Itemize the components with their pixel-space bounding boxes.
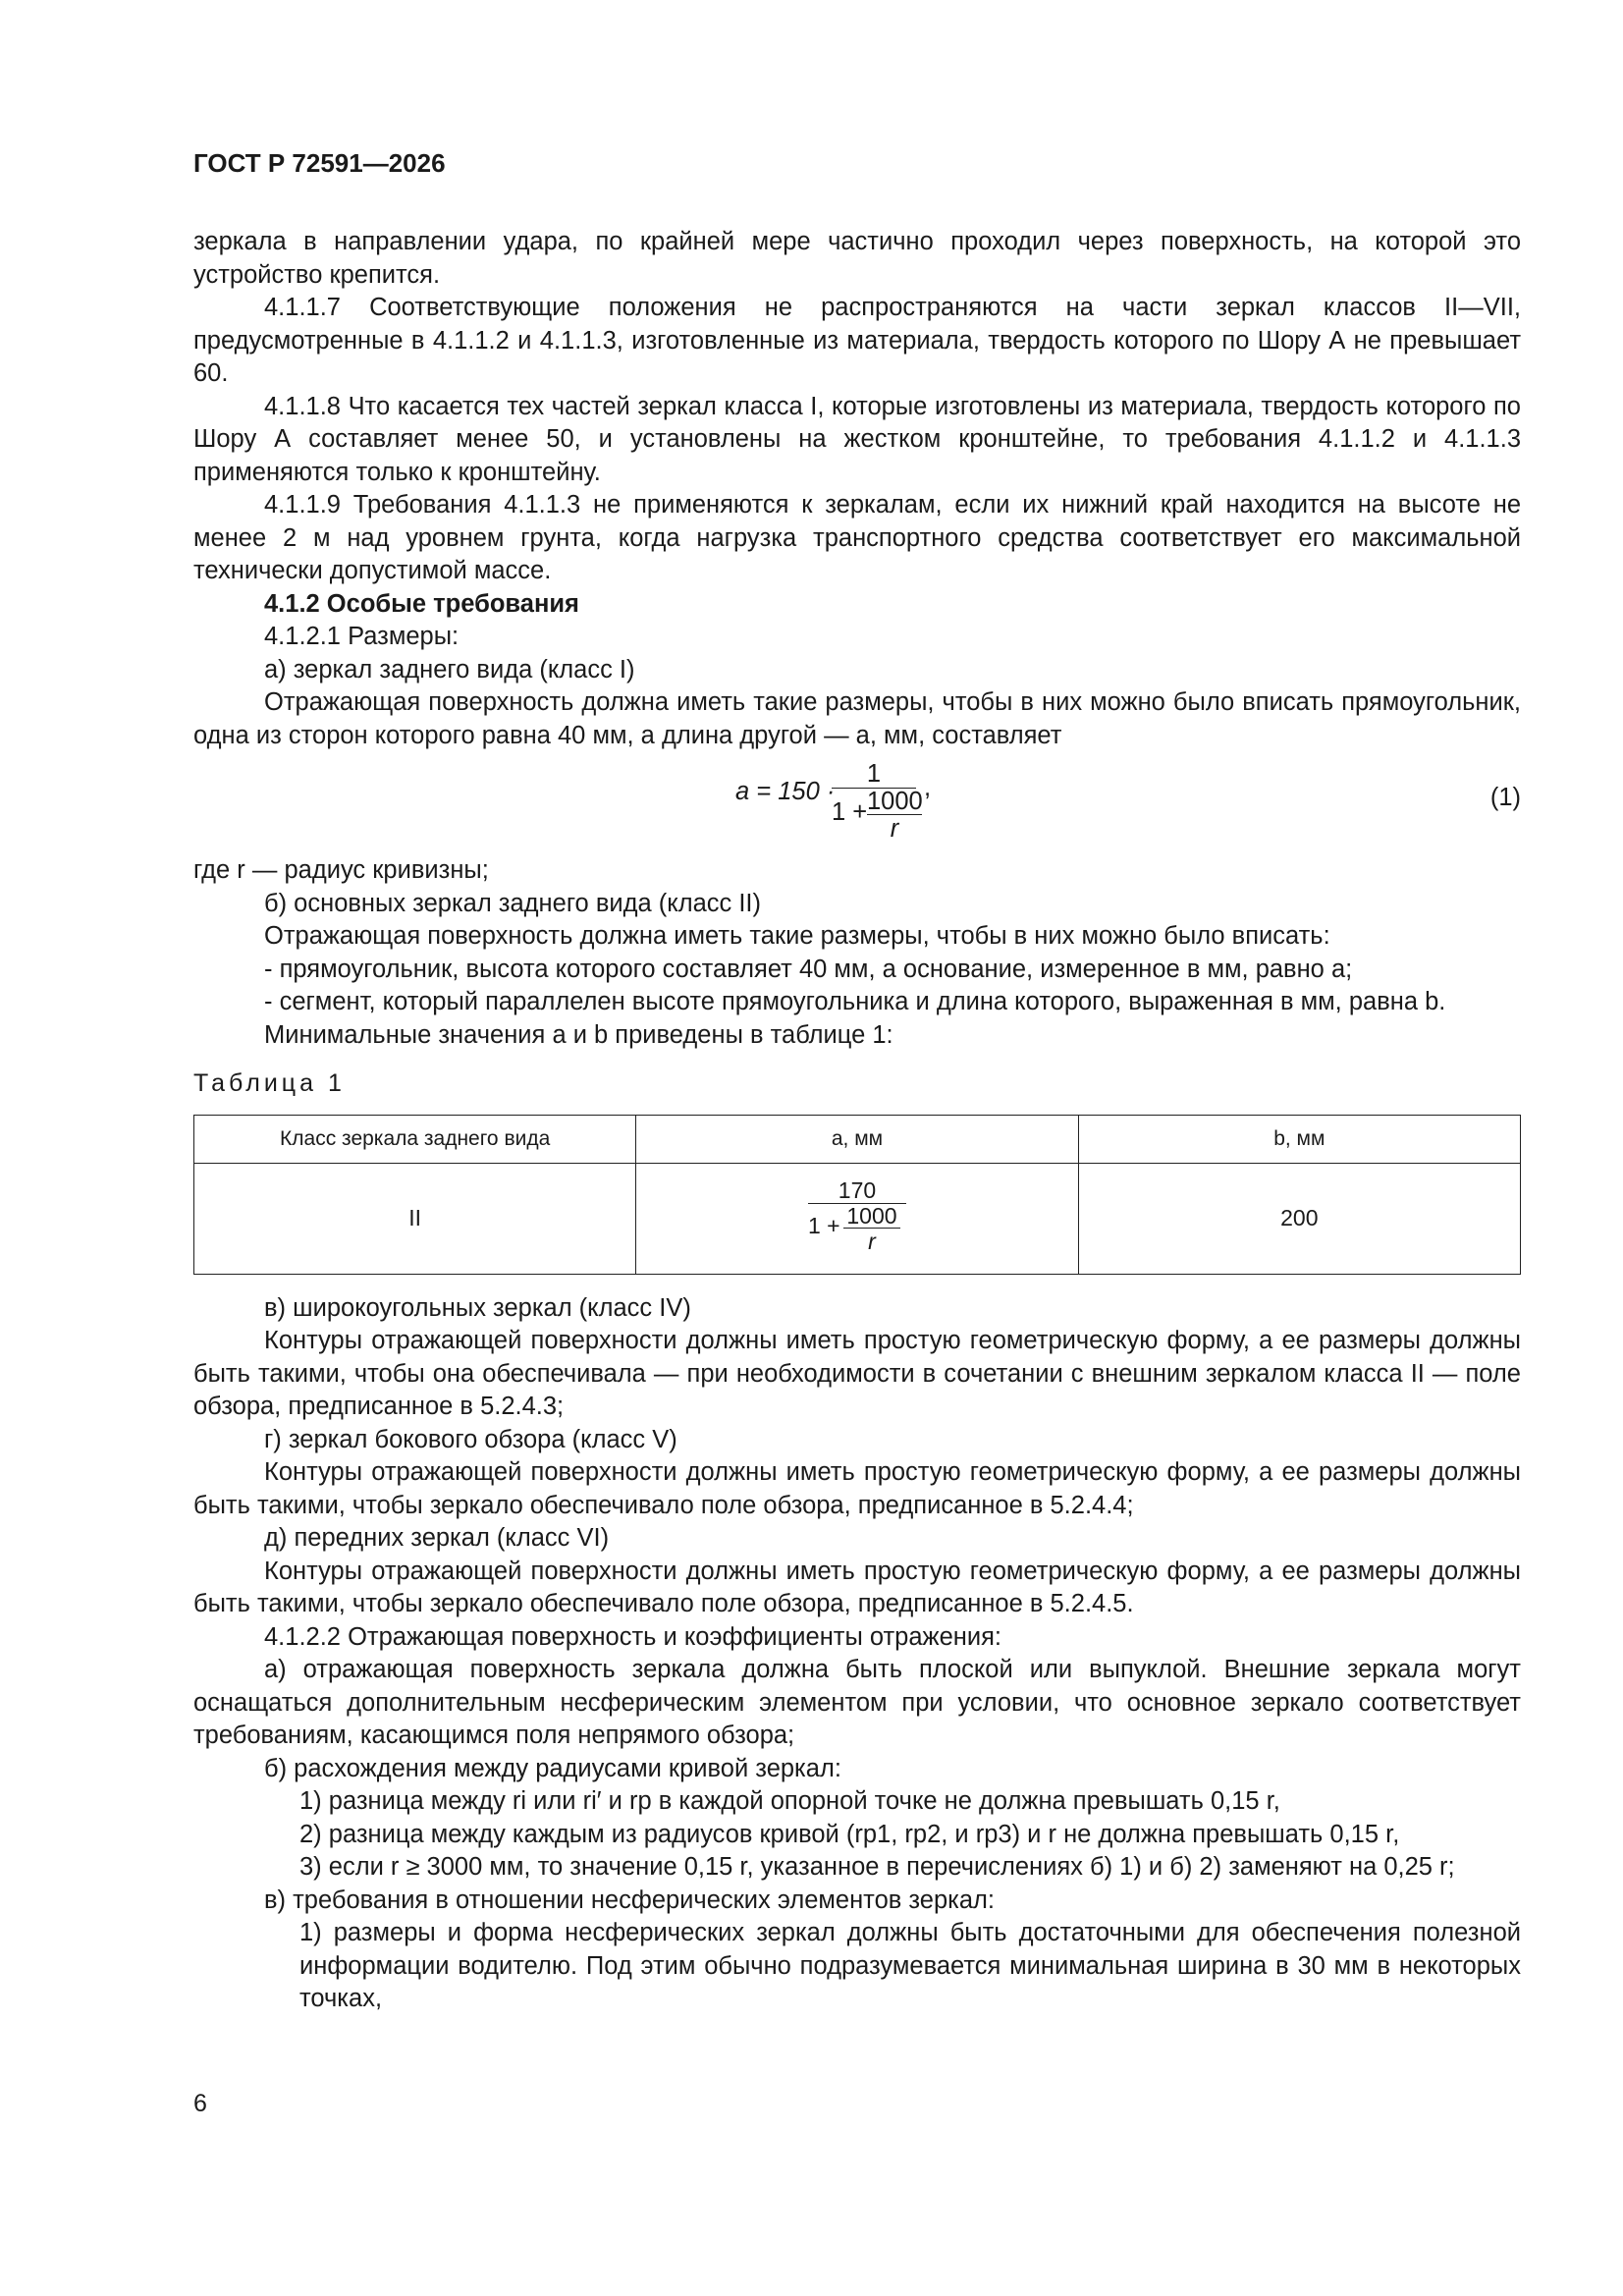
- paragraph-4-1-2-2: 4.1.2.2 Отражающая поверхность и коэффициенты отражения:: [264, 1622, 1002, 1651]
- paragraph: Контуры отражающей поверхности должны иметь простую геометрическую форму, а ее размеры должны быть такими, чтобы зеркало обеспечивало поле обзора, предписанное в 5.2.4.4;: [193, 1458, 1521, 1519]
- formula-label: (1): [1489, 784, 1521, 811]
- table-header-cell: а, мм: [636, 1115, 1078, 1163]
- table-cell-class: II: [194, 1163, 636, 1274]
- formula-den-denominator: r: [890, 815, 899, 843]
- paragraph-where: [193, 854, 1521, 888]
- formula-lhs: a = 150 ·: [735, 778, 836, 805]
- formula-1: [193, 756, 1521, 850]
- dash-item: - прямоугольник, высота которого составляет 40 мм, а основание, измеренное в мм, равно а;: [264, 955, 1353, 983]
- paragraph: Контуры отражающей поверхности должны иметь простую геометрическую форму, а ее размеры должны быть такими, чтобы зеркало обеспечивало поле обзора, предписанное в 5.2.4.5.: [193, 1557, 1521, 1617]
- table-a-den-numerator: 1000: [846, 1203, 897, 1229]
- list-item-v: в) требования в отношении несферических элементов зеркал:: [264, 1886, 996, 1914]
- paragraph-4-1-1-8: 4.1.1.8 Что касается тех частей зеркал класса I, которые изготовлены из материала, твердость которого по Шору А составляет менее 50, и установлены на жестком кронштейне, то требования 4.1.1.2 и 4.1.1.3 применяются только к кронштейну.: [193, 392, 1521, 486]
- paragraph: Отражающая поверхность должна иметь такие размеры, чтобы в них можно было вписать:: [264, 922, 1330, 950]
- sub-item-2: 2) разница между каждым из радиусов кривой (rp1, rp2, и rp3) и r не должна превышать 0,15 r,: [299, 1820, 1400, 1848]
- table-header-cell: b, мм: [1078, 1115, 1520, 1163]
- sub-item-1: 1) размеры и форма несферических зеркал должны быть достаточными для обеспечения полезной информации водителю. Под этим обычно подразумевается минимальная ширина в 30 мм в некоторых точках,: [299, 1919, 1521, 2012]
- page-number: 6: [193, 2090, 207, 2117]
- sub-item-3: 3) если r ≥ 3000 мм, то значение 0,15 r, указанное в перечислениях б) 1) и б) 2) заменяют на 0,25 r;: [299, 1853, 1455, 1881]
- list-item-v: в) широкоугольных зеркал (класс IV): [264, 1293, 691, 1322]
- table-header-row: [194, 1115, 1521, 1163]
- table-a-den-prefix: 1 +: [807, 1213, 840, 1238]
- doc-header: ГОСТ Р 72591—2026: [193, 148, 446, 178]
- table-cell-b: 200: [1078, 1163, 1520, 1274]
- table-1: [193, 1115, 1521, 1275]
- where-text: где r — радиус кривизны;: [193, 856, 489, 884]
- formula-trail: ,: [924, 774, 932, 801]
- paragraph: зеркала в направлении удара, по крайней мере частично проходил через поверхность, на которой это устройство крепится.: [193, 228, 1521, 289]
- table-caption: Таблица 1: [193, 1069, 346, 1097]
- list-item-b: б) основных зеркал заднего вида (класс II): [264, 889, 762, 917]
- sub-item-1: 1) разница между ri или ri′ и rp в каждой опорной точке не должна превышать 0,15 r,: [299, 1787, 1280, 1815]
- dash-item: - сегмент, который параллелен высоте прямоугольника и длина которого, выраженная в мм, равна b.: [264, 988, 1446, 1015]
- paragraph: Отражающая поверхность должна иметь такие размеры, чтобы в них можно было вписать прямоугольник, одна из сторон которого равна 40 мм, а длина другой — а, мм, составляет: [193, 688, 1521, 749]
- paragraph: Минимальные значения а и b приведены в таблице 1:: [264, 1020, 893, 1049]
- list-item-g: г) зеркал бокового обзора (класс V): [264, 1425, 677, 1453]
- section-heading-4-1-2: 4.1.2 Особые требования: [264, 589, 579, 618]
- formula-numerator: 1: [866, 760, 882, 788]
- table-row: [194, 1163, 1521, 1274]
- formula-den-prefix: 1 +: [832, 798, 868, 826]
- paragraph-4-1-2-1: 4.1.2.1 Размеры:: [264, 623, 460, 650]
- paragraph-4-1-1-9: 4.1.1.9 Требования 4.1.1.3 не применяются к зеркалам, если их нижний край находится на высоте не менее 2 м над уровнем грунта, когда нагрузка транспортного средства соответствует его максимальной технически допустимой массе.: [193, 491, 1521, 584]
- formula-den-numerator: 1000: [867, 788, 923, 815]
- table-a-den-denominator: r: [868, 1229, 876, 1254]
- list-item-a: а) зеркал заднего вида (класс I): [264, 655, 635, 683]
- list-item-a: а) отражающая поверхность зеркала должна быть плоской или выпуклой. Внешние зеркала могут оснащаться дополнительным несферическим элементом при условии, что основное зеркало соответствует требованиям, касающимся поля непрямого обзора;: [193, 1656, 1521, 1749]
- document-body: [193, 226, 1521, 2016]
- table-header-cell: Класс зеркала заднего вида: [194, 1115, 636, 1163]
- table-cell-a: [636, 1163, 1078, 1274]
- list-item-b: б) расхождения между радиусами кривой зеркал:: [264, 1754, 841, 1782]
- paragraph-4-1-1-7: 4.1.1.7 Соответствующие положения не распространяются на части зеркал классов II—VII, предусмотренные в 4.1.1.2 и 4.1.1.3, изготовленные из материала, твердость которого по Шору А не превышает 60.: [193, 294, 1521, 387]
- table-a-numerator: 170: [838, 1177, 877, 1203]
- paragraph: Контуры отражающей поверхности должны иметь простую геометрическую форму, а ее размеры должны быть такими, чтобы она обеспечивала — при необходимости в сочетании с внешним зеркалом класса II — поле обзора, предписанное в 5.2.4.3;: [193, 1327, 1521, 1420]
- list-item-d: д) передних зеркал (класс VI): [264, 1524, 610, 1552]
